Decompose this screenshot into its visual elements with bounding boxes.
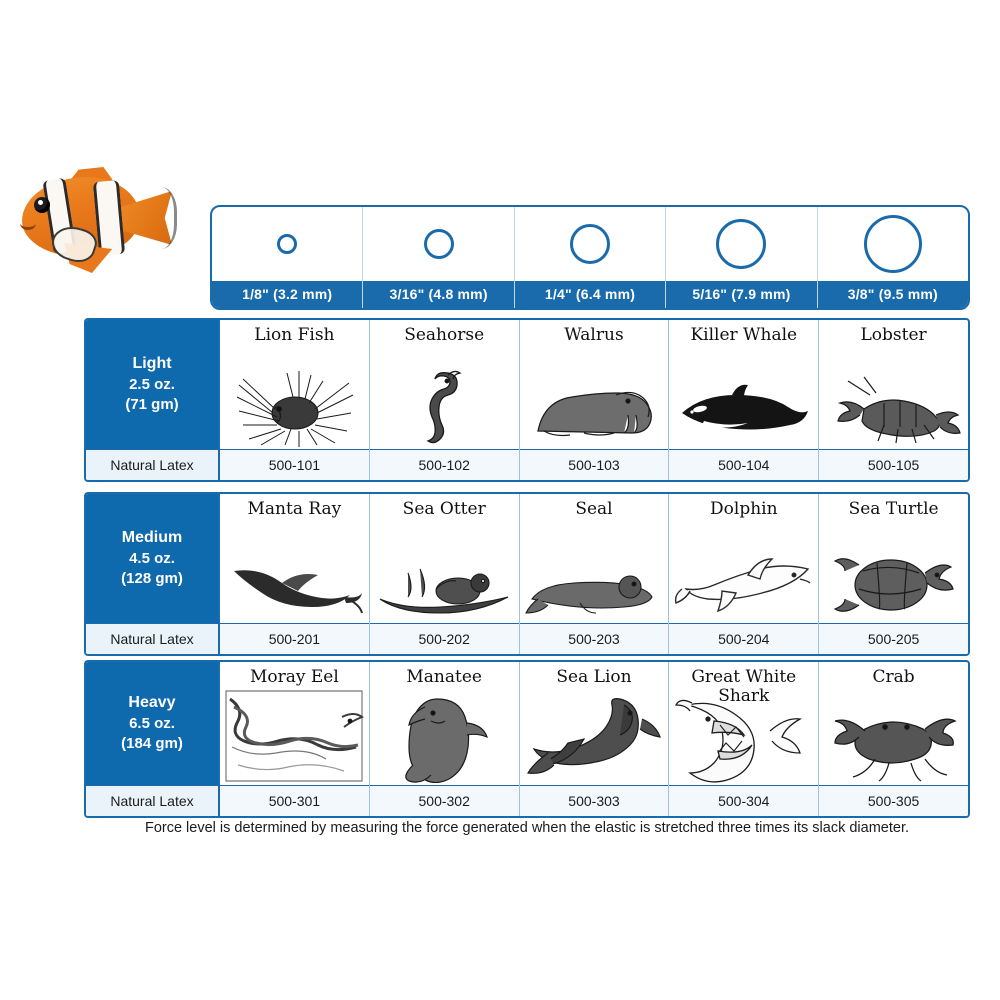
item-code: 500-205 <box>819 623 968 654</box>
size-cell-0 <box>212 207 363 308</box>
size-cell-1 <box>363 207 514 308</box>
item-code: 500-303 <box>520 785 669 816</box>
item-sea-otter[interactable] <box>370 494 520 654</box>
item-name: Great White Shark <box>691 667 797 706</box>
items-light <box>220 320 968 480</box>
item-top-sea-turtle <box>819 494 968 623</box>
item-code: 500-105 <box>819 449 968 480</box>
item-top-moray-eel <box>220 662 369 785</box>
item-great-white-shark[interactable] <box>669 662 819 816</box>
force-level-weight: 4.5 oz. <box>129 550 175 568</box>
material-label-heavy: Natural Latex <box>86 785 218 816</box>
manta-ray-art <box>220 549 369 621</box>
fish-tail-edge <box>138 187 177 249</box>
item-top-great-white-shark <box>669 662 818 785</box>
seahorse-art <box>370 367 519 447</box>
size-ring-box-1 <box>363 207 513 281</box>
item-name: Manatee <box>406 667 482 687</box>
item-name: Walrus <box>564 325 624 345</box>
item-name: Crab <box>872 667 915 687</box>
clownfish-illustration <box>8 165 183 290</box>
item-code: 500-302 <box>370 785 519 816</box>
item-dolphin[interactable] <box>669 494 819 654</box>
force-column-light <box>86 320 220 480</box>
force-band-light <box>84 318 970 482</box>
force-level-metric: (71 gm) <box>125 396 179 414</box>
force-column-heavy <box>86 662 220 816</box>
walrus-art <box>520 375 669 447</box>
force-level-medium <box>86 494 218 623</box>
lobster-art <box>819 375 968 447</box>
size-ring-box-2 <box>515 207 665 281</box>
diameter-ring-icon <box>424 229 454 259</box>
fish-eye <box>34 197 50 213</box>
item-name: Seal <box>575 499 613 519</box>
item-name: Lobster <box>860 325 927 345</box>
diameter-ring-icon <box>864 215 922 273</box>
item-seahorse[interactable] <box>370 320 520 480</box>
item-code: 500-104 <box>669 449 818 480</box>
item-code: 500-204 <box>669 623 818 654</box>
size-label-1: 3/16" (4.8 mm) <box>363 281 513 308</box>
footnote: Force level is determined by measuring the force generated when the elastic is stretched three times its slack diameter. <box>144 820 910 836</box>
item-code: 500-201 <box>220 623 369 654</box>
item-top-manatee <box>370 662 519 785</box>
force-level-metric: (128 gm) <box>121 570 183 588</box>
force-level-light <box>86 320 218 449</box>
item-name: Killer Whale <box>690 325 798 345</box>
item-moray-eel[interactable] <box>220 662 370 816</box>
item-code: 500-203 <box>520 623 669 654</box>
sea-otter-art <box>370 549 519 621</box>
item-crab[interactable] <box>819 662 968 816</box>
item-top-lion-fish <box>220 320 369 449</box>
sea-turtle-art <box>819 549 968 621</box>
force-band-medium <box>84 492 970 656</box>
force-level-weight: 6.5 oz. <box>129 715 175 733</box>
item-name: Sea Turtle <box>848 499 939 519</box>
item-name: Lion Fish <box>254 325 335 345</box>
item-name: Seahorse <box>404 325 485 345</box>
size-ring-box-4 <box>818 207 968 281</box>
items-heavy <box>220 662 968 816</box>
force-level-name: Heavy <box>128 694 176 712</box>
item-sea-lion[interactable] <box>520 662 670 816</box>
seal-art <box>520 553 669 621</box>
sea-lion-art <box>520 691 669 783</box>
item-killer-whale[interactable] <box>669 320 819 480</box>
killer-whale-art <box>669 383 818 447</box>
dolphin-art <box>669 549 818 621</box>
force-column-medium <box>86 494 220 654</box>
size-cell-3 <box>666 207 817 308</box>
item-top-manta-ray <box>220 494 369 623</box>
material-label-light: Natural Latex <box>86 449 218 480</box>
size-header-strip <box>210 205 970 310</box>
size-label-3: 5/16" (7.9 mm) <box>666 281 816 308</box>
moray-eel-art <box>220 687 369 783</box>
crab-art <box>819 697 968 783</box>
item-code: 500-103 <box>520 449 669 480</box>
force-band-heavy <box>84 660 970 818</box>
force-level-heavy <box>86 662 218 785</box>
size-cell-4 <box>818 207 968 308</box>
item-seal[interactable] <box>520 494 670 654</box>
item-code: 500-304 <box>669 785 818 816</box>
item-name: Moray Eel <box>249 667 339 687</box>
item-name: Sea Otter <box>402 499 486 519</box>
lionfish-art <box>220 369 369 447</box>
item-top-sea-lion <box>520 662 669 785</box>
manatee-art <box>370 693 519 783</box>
size-label-2: 1/4" (6.4 mm) <box>515 281 665 308</box>
item-name: Sea Lion <box>556 667 632 687</box>
diameter-ring-icon <box>277 234 297 254</box>
item-sea-turtle[interactable] <box>819 494 968 654</box>
item-name: Manta Ray <box>247 499 342 519</box>
item-top-sea-otter <box>370 494 519 623</box>
item-top-lobster <box>819 320 968 449</box>
item-manatee[interactable] <box>370 662 520 816</box>
size-label-0: 1/8" (3.2 mm) <box>212 281 362 308</box>
item-code: 500-301 <box>220 785 369 816</box>
fish-mouth <box>20 217 36 230</box>
size-cell-2 <box>515 207 666 308</box>
item-manta-ray[interactable] <box>220 494 370 654</box>
item-code: 500-202 <box>370 623 519 654</box>
item-code: 500-102 <box>370 449 519 480</box>
size-ring-box-0 <box>212 207 362 281</box>
force-level-name: Light <box>132 355 172 373</box>
force-level-weight: 2.5 oz. <box>129 376 175 394</box>
items-medium <box>220 494 968 654</box>
item-top-seal <box>520 494 669 623</box>
force-level-name: Medium <box>121 529 183 547</box>
item-name: Dolphin <box>710 499 778 519</box>
size-ring-box-3 <box>666 207 816 281</box>
material-label-medium: Natural Latex <box>86 623 218 654</box>
item-code: 500-305 <box>819 785 968 816</box>
item-top-seahorse <box>370 320 519 449</box>
item-code: 500-101 <box>220 449 369 480</box>
diameter-ring-icon <box>570 224 610 264</box>
force-level-metric: (184 gm) <box>121 735 183 753</box>
item-top-killer-whale <box>669 320 818 449</box>
great-white-shark-art <box>669 695 818 783</box>
item-top-dolphin <box>669 494 818 623</box>
item-walrus[interactable] <box>520 320 670 480</box>
item-lobster[interactable] <box>819 320 968 480</box>
item-top-walrus <box>520 320 669 449</box>
size-label-4: 3/8" (9.5 mm) <box>818 281 968 308</box>
item-top-crab <box>819 662 968 785</box>
item-lion-fish[interactable] <box>220 320 370 480</box>
diameter-ring-icon <box>716 219 766 269</box>
